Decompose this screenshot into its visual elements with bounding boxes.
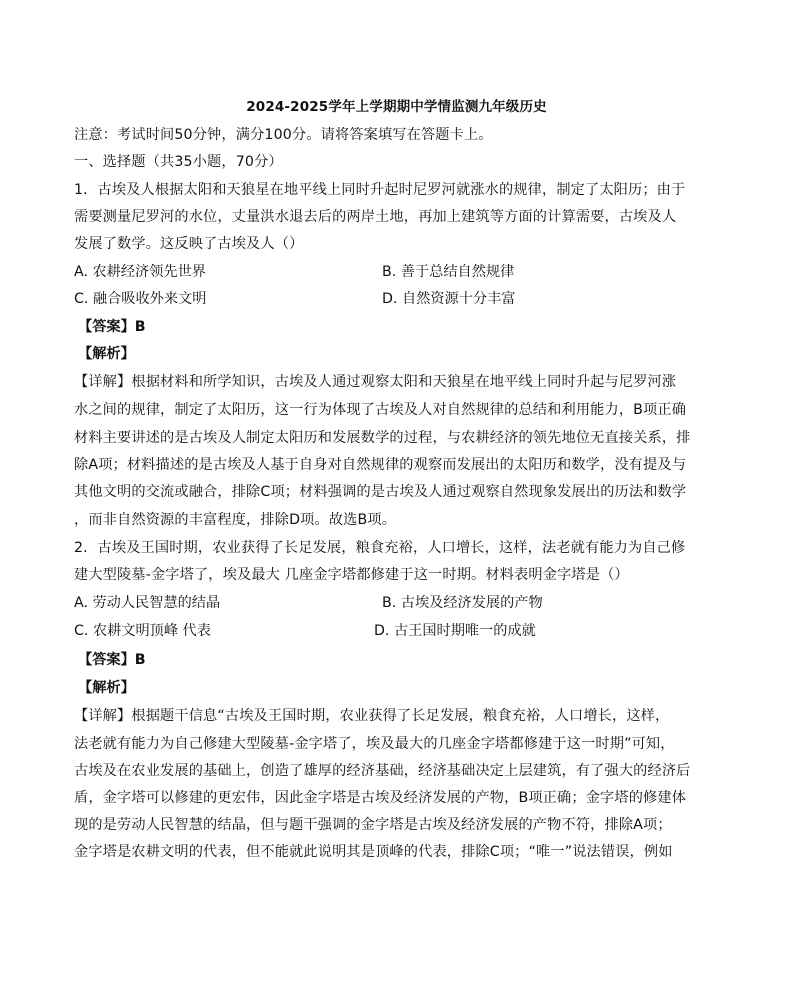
q1-detail-line-2: 水之间的规律，制定了太阳历，这一行为体现了古埃及人对自然规律的总结和利用能力，B项正确 bbox=[74, 402, 687, 418]
q2-detail-line-4: 盾，金字塔可以修建的更宏伟，因此金字塔是古埃及经济发展的产物，B项正确；金字塔的修建体 bbox=[74, 790, 687, 806]
q1-detail-line-4: 除A项；材料描述的是古埃及人基于自身对自然规律的观察而发展出的太阳历和数学，没有提及与 bbox=[74, 457, 687, 473]
q2-detail-line-2: 法老就有能力为自己修建大型陵墓-金字塔了，埃及最大的几座金字塔都修建于这一时期”可知， bbox=[74, 736, 675, 752]
q2-detail-line-1: 【详解】根据题干信息“古埃及王国时期，农业获得了长足发展，粮食充裕，人口增长，这样， bbox=[74, 708, 670, 724]
q1-answer: 【答案】B bbox=[78, 319, 146, 335]
q1-detail-line-3: 材料主要讲述的是古埃及人制定太阳历和发展数学的过程，与农耕经济的领先地位无直接关系，排 bbox=[74, 430, 691, 446]
section-heading: 一、选择题（共35小题，70分） bbox=[74, 154, 283, 170]
q2-option-c: C. 农耕文明顶峰 代表 bbox=[74, 623, 211, 639]
q1-option-c: C. 融合吸收外来文明 bbox=[74, 291, 207, 307]
q2-detail-line-3: 古埃及在农业发展的基础上，创造了雄厚的经济基础，经济基础决定上层建筑，有了强大的经济后 bbox=[74, 763, 691, 779]
q2-option-d: D. 古王国时期唯一的成就 bbox=[374, 623, 536, 639]
exam-notice: 注意：考试时间50分钟，满分100分。请将答案填写在答题卡上。 bbox=[74, 127, 493, 143]
q1-stem-line-3: 发展了数学。这反映了古埃及人（） bbox=[74, 236, 304, 252]
q1-option-b: B. 善于总结自然规律 bbox=[382, 264, 515, 280]
q1-detail-line-1: 【详解】根据材料和所学知识，古埃及人通过观察太阳和天狼星在地平线上同时升起与尼罗河涨 bbox=[74, 374, 677, 390]
q2-answer: 【答案】B bbox=[78, 652, 146, 668]
q2-detail-line-6: 金字塔是农耕文明的代表，但不能就此说明其是顶峰的代表，排除C项；“唯一”说法错误，例如 bbox=[74, 844, 673, 860]
q2-stem-line-2: 建大型陵墓-金字塔了，埃及最大 几座金字塔都修建于这一时期。材料表明金字塔是（） bbox=[74, 567, 629, 583]
q2-option-b: B. 古埃及经济发展的产物 bbox=[382, 595, 543, 611]
q1-detail-line-5: 其他文明的交流或融合，排除C项；材料强调的是古埃及人通过观察自然现象发展出的历法和数学 bbox=[74, 484, 687, 500]
q1-stem-line-2: 需要测量尼罗河的水位，丈量洪水退去后的两岸土地，再加上建筑等方面的计算需要，古埃及人 bbox=[74, 209, 677, 225]
q1-option-a: A. 农耕经济领先世界 bbox=[74, 264, 206, 280]
q1-option-d: D. 自然资源十分丰富 bbox=[382, 291, 516, 307]
q1-detail-line-6: ，而非自然资源的丰富程度，排除D项。故选B项。 bbox=[74, 512, 397, 528]
q2-analysis-label: 【解析】 bbox=[78, 680, 135, 696]
q1-stem-line-1: 1．古埃及人根据太阳和天狼星在地平线上同时升起时尼罗河就涨水的规律，制定了太阳历；由于 bbox=[74, 182, 686, 198]
q2-stem-line-1: 2．古埃及王国时期，农业获得了长足发展，粮食充裕，人口增长，这样，法老就有能力为自己修 bbox=[74, 540, 686, 556]
q1-analysis-label: 【解析】 bbox=[78, 346, 135, 362]
q2-option-a: A. 劳动人民智慧的结晶 bbox=[74, 595, 221, 611]
q2-detail-line-5: 现的是劳动人民智慧的结晶，但与题干强调的金字塔是古埃及经济发展的产物不符，排除A项； bbox=[74, 817, 672, 833]
exam-title: 2024-2025学年上学期期中学情监测九年级历史 bbox=[246, 99, 547, 115]
